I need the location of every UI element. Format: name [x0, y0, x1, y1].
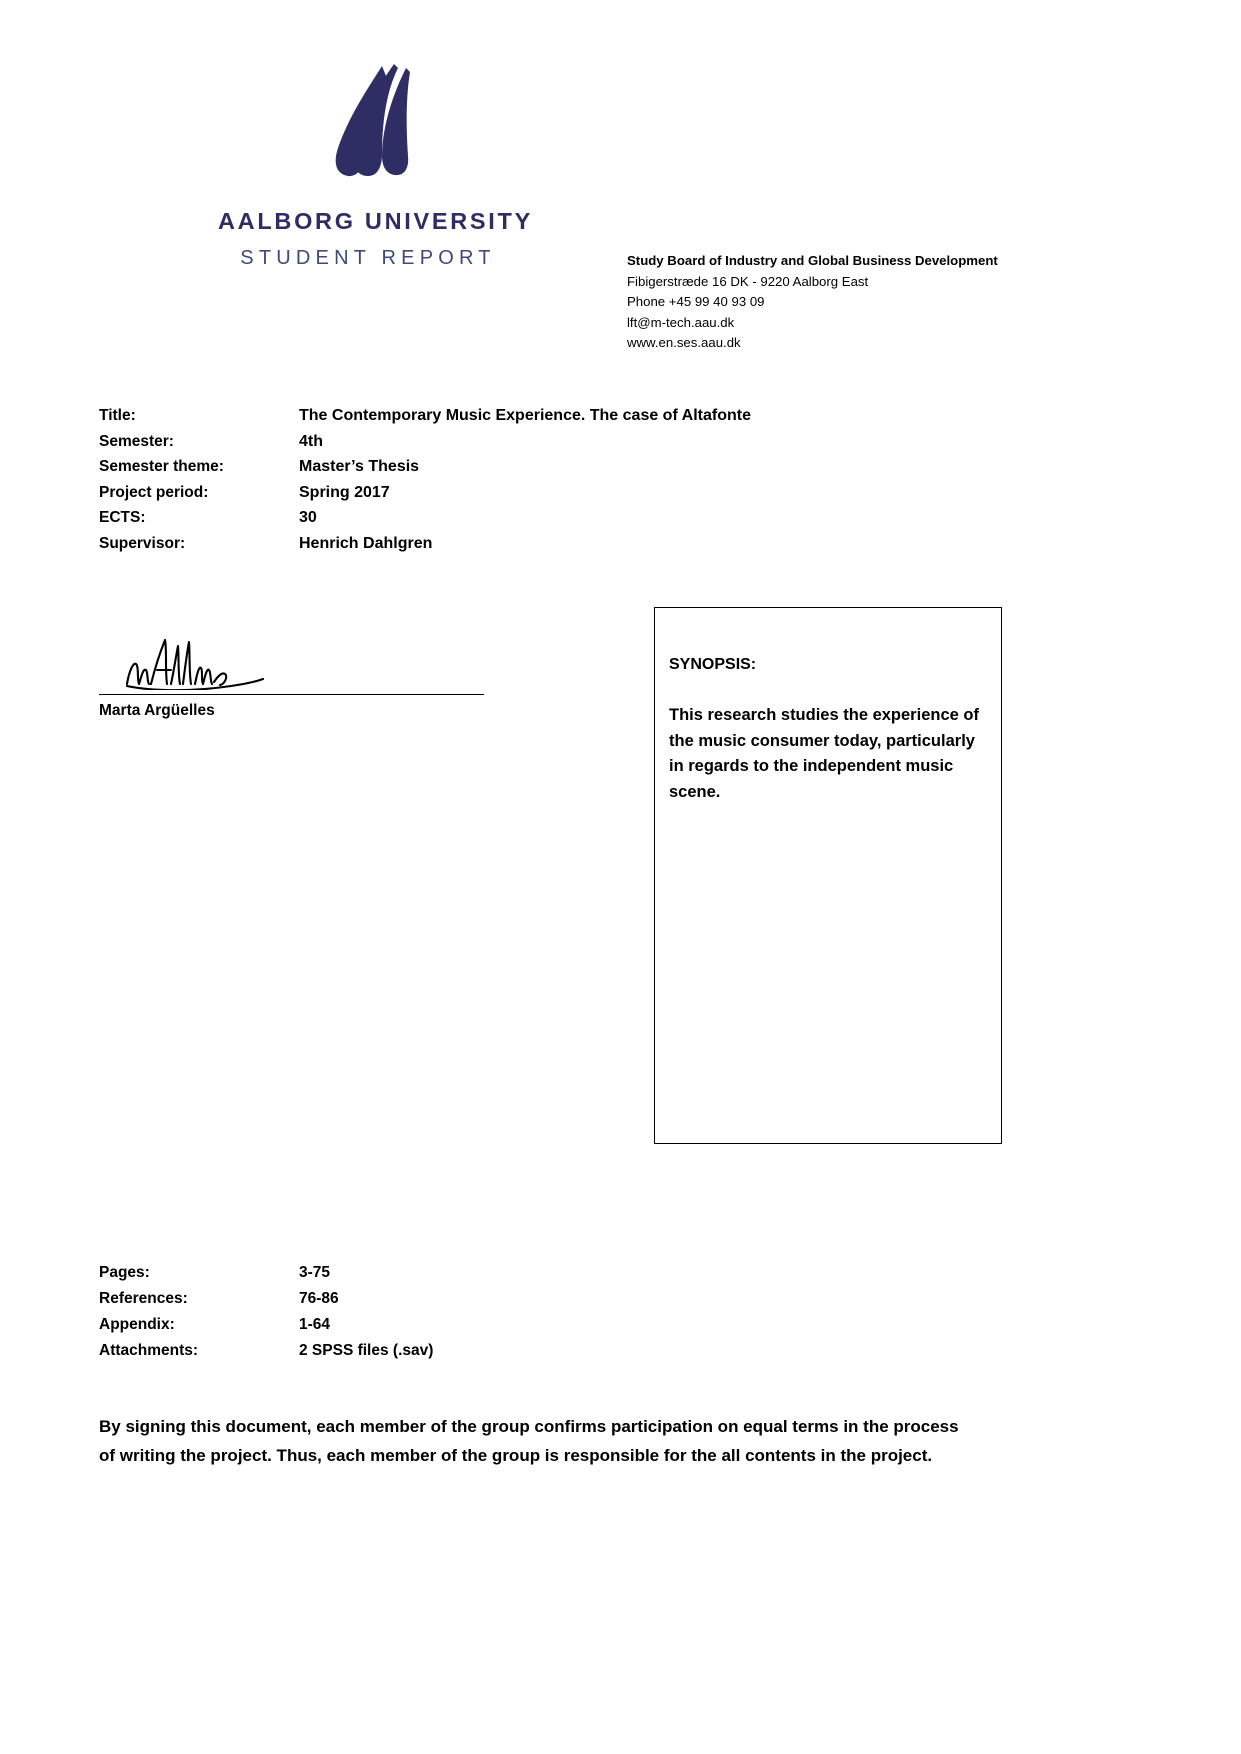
counts-label: Appendix: [99, 1316, 175, 1333]
logo-wordmark: AALBORG UNIVERSITY [218, 208, 533, 234]
metadata-value: Henrich Dahlgren [299, 534, 433, 552]
metadata-label: Project period: [99, 483, 209, 501]
metadata-row-ects [99, 509, 1019, 535]
metadata-value: Master’s Thesis [299, 458, 420, 475]
report-metadata-block [99, 407, 1019, 560]
contact-email: lft@m-tech.aau.dk [627, 314, 735, 330]
metadata-value: The Contemporary Music Experience. The case of Altafonte [299, 407, 751, 424]
metadata-label: Supervisor: [99, 534, 186, 552]
signature-rule [99, 694, 484, 695]
metadata-row-title [99, 407, 1019, 433]
synopsis-box [654, 607, 1002, 1144]
counts-value: 3-75 [299, 1264, 331, 1281]
metadata-label: Title: [99, 407, 136, 424]
study-board-name: Study Board of Industry and Global Business Development [627, 253, 998, 268]
counts-value: 76-86 [299, 1290, 339, 1307]
contact-block [627, 251, 998, 354]
metadata-label: Semester theme: [99, 458, 224, 475]
contact-address: Fibigerstræde 16 DK - 9220 Aalborg East [627, 273, 869, 289]
contact-phone: Phone +45 99 40 93 09 [627, 294, 765, 310]
signature-name: Marta Argüelles [99, 702, 215, 719]
metadata-row-project-period [99, 484, 1019, 510]
metadata-value: 30 [299, 509, 317, 526]
metadata-row-semester-theme [99, 458, 1019, 484]
synopsis-text: This research studies the experience of the music consumer today, particularly in regards to the independent music scene. [669, 706, 979, 801]
university-logo-block [218, 62, 533, 270]
metadata-value: Spring 2017 [299, 483, 390, 501]
counts-label: Pages: [99, 1264, 150, 1281]
logo-subwordmark: STUDENT REPORT [240, 247, 496, 269]
metadata-label: ECTS: [99, 509, 146, 526]
metadata-row-supervisor [99, 535, 1019, 561]
handwritten-signature-icon [121, 628, 271, 690]
metadata-value: 4th [299, 432, 323, 450]
metadata-row-semester [99, 433, 1019, 459]
counts-row-pages [99, 1264, 699, 1290]
aalborg-university-logo-mark [308, 62, 428, 180]
counts-row-appendix [99, 1316, 699, 1342]
counts-label: Attachments: [99, 1342, 199, 1359]
counts-label: References: [99, 1290, 188, 1307]
metadata-label: Semester: [99, 432, 174, 450]
page-counts-block [99, 1264, 699, 1368]
counts-value: 2 SPSS files (.sav) [299, 1342, 434, 1359]
signing-declaration: By signing this document, each member of the group confirms participation on equal terms in the process of writing the project. Thus, each member of the group is responsible for the all contents in the project. [99, 1417, 959, 1465]
counts-value: 1-64 [299, 1316, 331, 1333]
synopsis-title: SYNOPSIS: [669, 656, 757, 673]
counts-row-attachments [99, 1342, 699, 1368]
counts-row-references [99, 1290, 699, 1316]
contact-website: www.en.ses.aau.dk [627, 335, 741, 351]
